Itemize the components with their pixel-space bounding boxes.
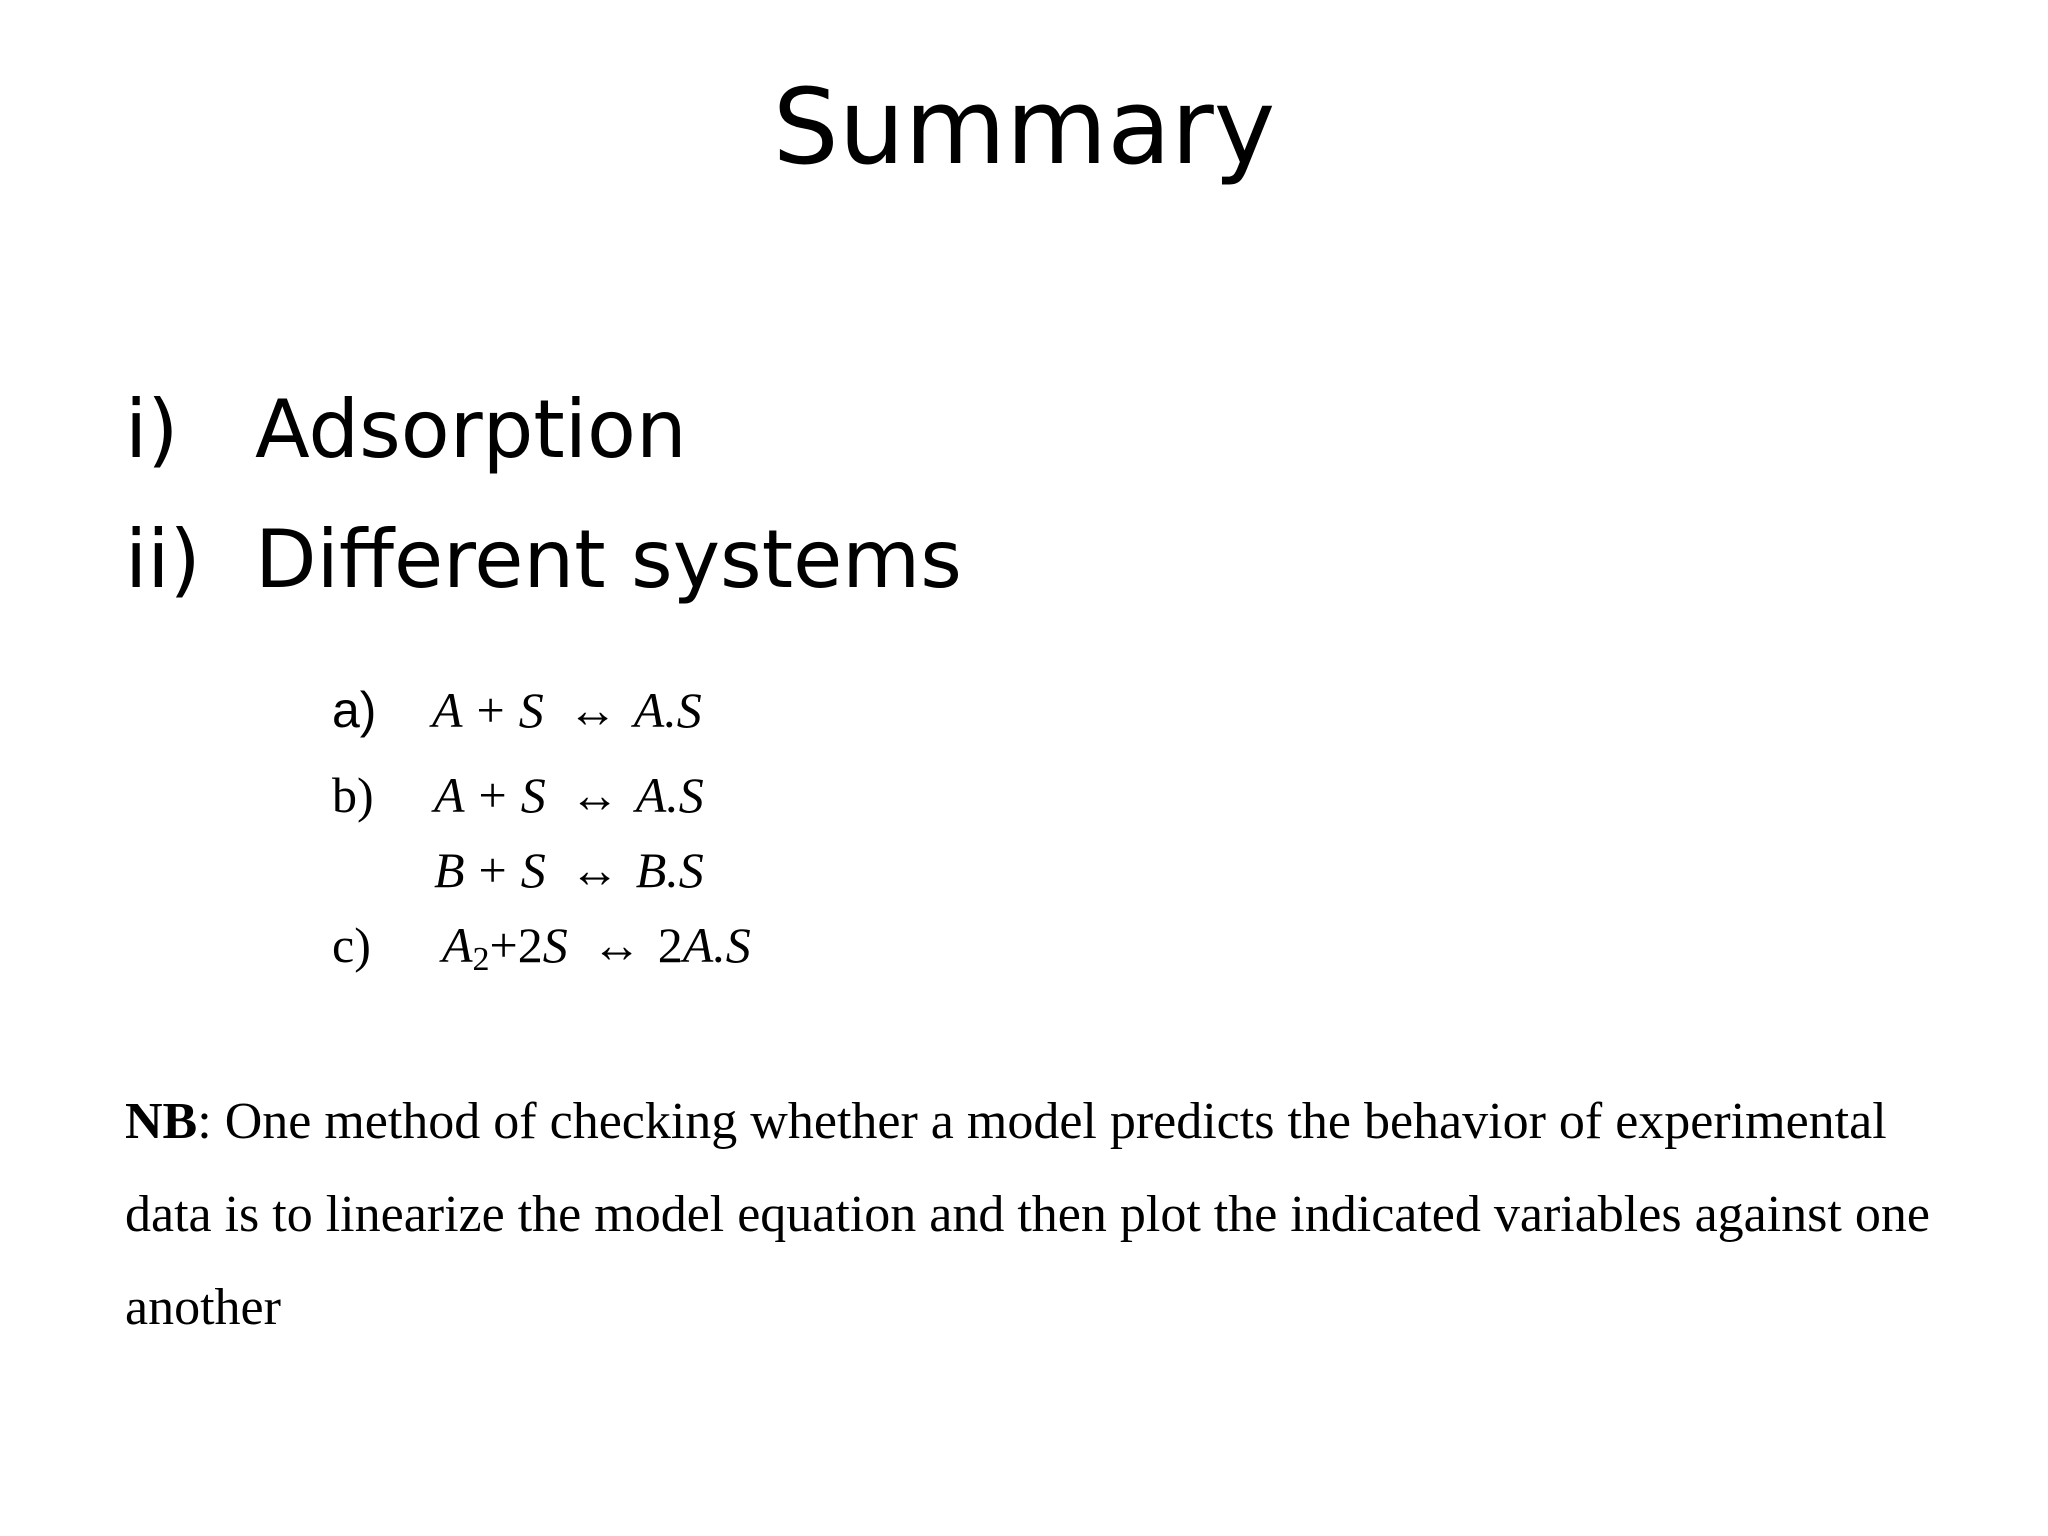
equation-product: A.S <box>682 917 751 973</box>
list-item-adsorption <box>125 380 687 480</box>
equation-species: B <box>434 842 465 898</box>
product-coefficient: 2 <box>657 917 683 973</box>
equation-subscript: 2 <box>472 941 490 978</box>
reversible-arrow: ↔ <box>569 842 620 898</box>
plus-sign: + <box>478 767 507 823</box>
plus-sign: + <box>478 842 507 898</box>
system-c-equation <box>442 913 751 977</box>
system-b-equation-1 <box>434 763 704 827</box>
note-label: NB <box>125 1093 198 1150</box>
system-a-equation <box>432 678 702 742</box>
system-b-marker: b) <box>332 767 374 823</box>
equation-site: S <box>542 917 568 973</box>
equation-species: A <box>442 917 473 973</box>
system-b-equation-2 <box>434 838 704 902</box>
list-marker: ii) <box>125 513 201 606</box>
system-a-marker: a) <box>332 682 377 738</box>
list-marker: i) <box>125 383 179 476</box>
reversible-arrow: ↔ <box>591 917 642 973</box>
reversible-arrow: ↔ <box>567 682 618 738</box>
plus-sign: + <box>476 682 505 738</box>
equation-product: A.S <box>635 767 704 823</box>
list-item-text: Adsorption <box>255 383 687 476</box>
equation-species: A <box>434 767 465 823</box>
site-coefficient: 2 <box>517 917 543 973</box>
equation-product: A.S <box>633 682 702 738</box>
equation-product: B.S <box>635 842 704 898</box>
note-text: : One method of checking whether a model predicts the behavior of experimental data is to linearize the model equation and then plot the indicated variables against one another <box>125 1093 1930 1336</box>
equation-site: S <box>518 682 544 738</box>
slide-title: Summary <box>772 66 1276 188</box>
reversible-arrow: ↔ <box>569 767 620 823</box>
equation-species: A <box>432 682 463 738</box>
list-item-different-systems <box>125 510 962 610</box>
equation-site: S <box>520 842 546 898</box>
equation-site: S <box>520 767 546 823</box>
list-item-text: Different systems <box>255 513 962 606</box>
plus-sign: + <box>489 917 518 973</box>
note-paragraph <box>125 1075 1955 1354</box>
system-c-marker: c) <box>332 917 371 973</box>
